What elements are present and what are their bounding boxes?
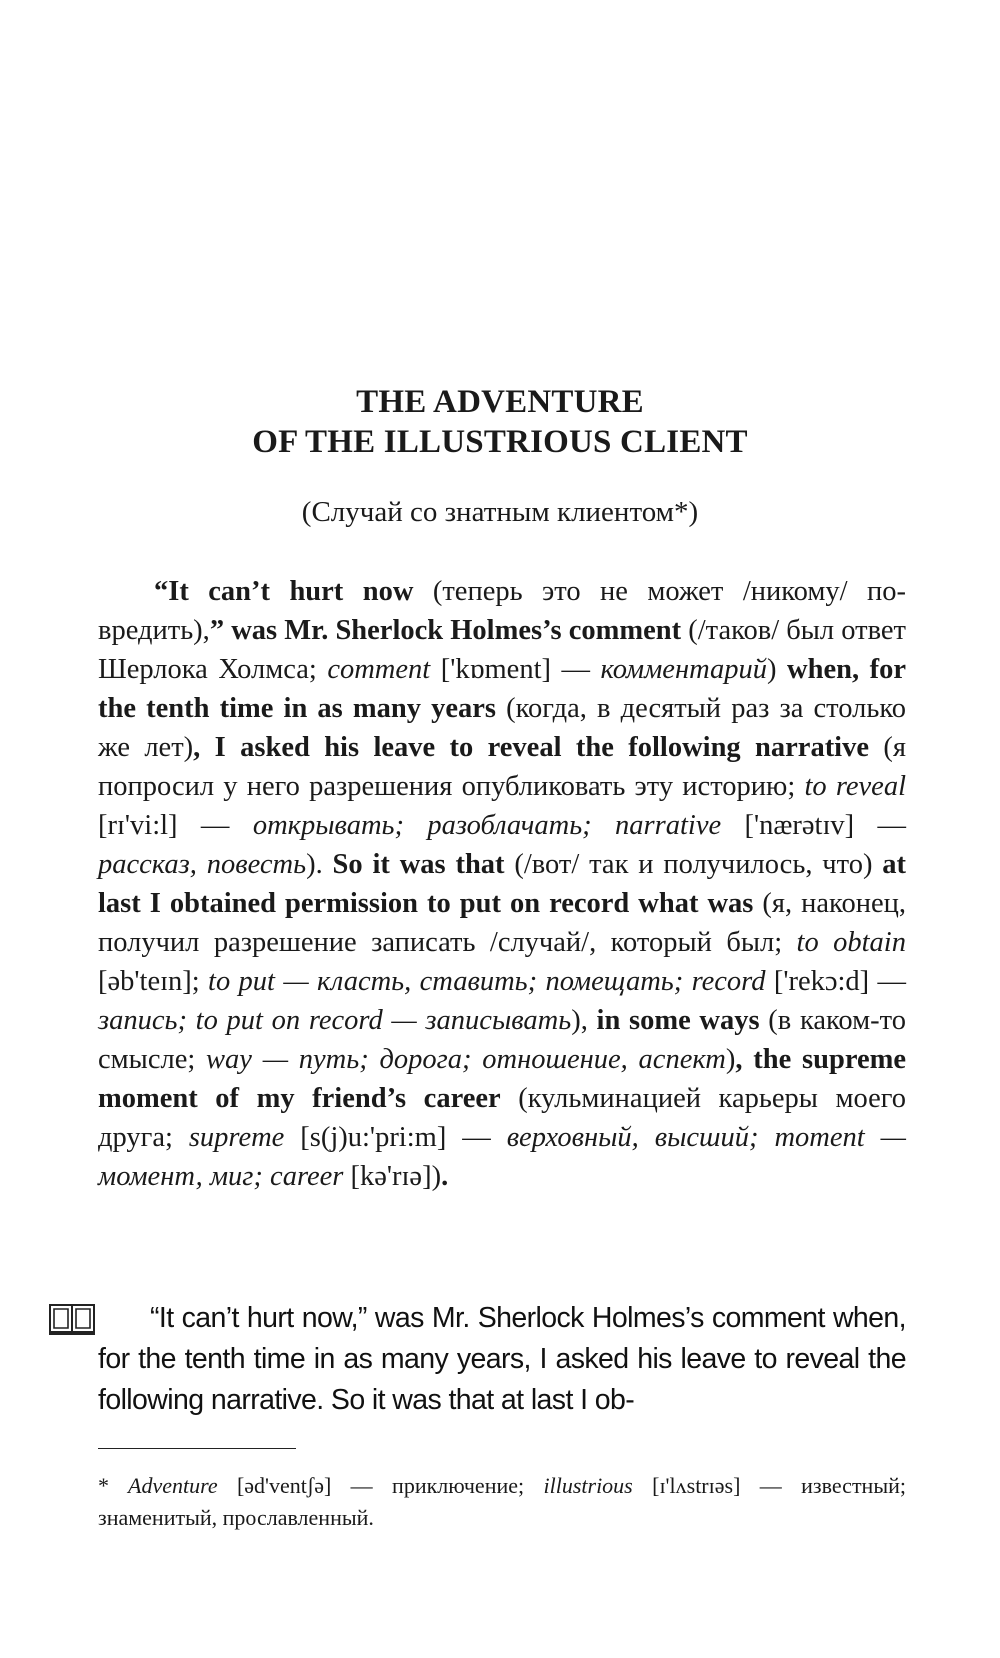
- paragraph-run: ” was Mr. Sherlock Holmes’s comment: [209, 615, 682, 646]
- paragraph-run: верховный, высший; moment — момент, миг; career: [98, 1122, 906, 1192]
- chapter-title: [0, 382, 1000, 462]
- footnote-run: [ɪ'lʌstrɪəs] — известный; знаменитый, прославленный.: [98, 1473, 906, 1530]
- paragraph-run: .: [441, 1161, 449, 1192]
- footnote-text: [98, 1473, 906, 1530]
- open-book-icon: [48, 1302, 96, 1336]
- paragraph-run: (я, наконец, получил разрешение записать /случай/, который был;: [98, 888, 906, 958]
- paragraph-run: ): [767, 654, 788, 685]
- footnote-run: illustrious: [543, 1473, 633, 1498]
- paragraph-run: in some ways: [596, 1005, 760, 1036]
- paragraph-run: So it was that: [332, 849, 505, 880]
- paragraph-run: comment: [327, 654, 431, 685]
- paragraph-run: to put — класть, ставить; помещать; record: [208, 966, 766, 997]
- paragraph-run: (когда, в десятый раз за столько же лет): [98, 693, 906, 763]
- chapter-title-line-1: THE ADVENTURE: [356, 384, 644, 420]
- paragraph-run: (кульминацией карьеры моего друга;: [98, 1083, 906, 1153]
- original-english-text: “It can’t hurt now,” was Mr. Sherlock Holmes’s comment when, for the tenth time in as many years, I asked his leave to reveal the following narrative. So it was that at last I ob-: [98, 1302, 906, 1416]
- footnote-divider: [98, 1448, 296, 1449]
- footnote: [98, 1470, 906, 1534]
- paragraph-run: [kə'rɪə]): [343, 1161, 442, 1192]
- paragraph-run: (/таков/ был ответ Шерлока Холмса;: [98, 615, 906, 685]
- paragraph-run: (теперь это не может /никому/ повредить),: [98, 576, 907, 646]
- footnote-mark: *: [98, 1473, 109, 1498]
- paragraph-run: at last I obtained permission to put on record what was: [98, 849, 907, 919]
- paragraph-run: (я попросил у него разрешения опубликовать эту историю;: [98, 732, 906, 802]
- paragraph-run: , I asked his leave to reveal the following narrative: [193, 732, 870, 763]
- footnote-run: [əd'ventʃə] — приключение;: [217, 1473, 544, 1498]
- paragraph-run: “It can’t hurt now: [154, 576, 414, 607]
- paragraph-run: [əb'teɪn];: [98, 966, 209, 997]
- paragraph-run: way — путь; дорога; отношение, аспект: [206, 1044, 726, 1075]
- paragraph-run: (/вот/ так и получилось, что): [504, 849, 883, 880]
- paragraph-run: to reveal: [804, 771, 906, 802]
- paragraph-run: ).: [306, 849, 333, 880]
- paragraph-run: ): [725, 1044, 736, 1075]
- paragraph-run: , the supreme moment of my friend’s career: [98, 1044, 906, 1114]
- paragraph-run: when, for the tenth time in as many years: [98, 654, 907, 724]
- paragraph-run: ['rekɔ:d] —: [765, 966, 907, 997]
- paragraph-run: [s(j)u:'pri:m] —: [284, 1122, 507, 1153]
- paragraph-run: [rɪ'vi:l] —: [98, 810, 253, 841]
- paragraph-run: ['nærətɪv] —: [721, 810, 907, 841]
- paragraph-run: открывать; разоблачать; narrative: [252, 810, 722, 841]
- paragraph-run: ['kɒment] —: [430, 654, 601, 685]
- paragraph-run: supreme: [188, 1122, 285, 1153]
- annotated-paragraph: [98, 572, 906, 1196]
- paragraph-run: запись; to put on record — записывать: [98, 1005, 572, 1036]
- paragraph-run: рассказ, повесть: [98, 849, 307, 880]
- paragraph-run: to obtain: [796, 927, 906, 958]
- chapter-subtitle: (Случай со знатным клиентом*): [301, 496, 699, 528]
- paragraph-run: (в каком-то смысле;: [98, 1005, 906, 1075]
- paragraph-run: ),: [571, 1005, 597, 1036]
- chapter-title-line-2: OF THE ILLUSTRIOUS CLIENT: [252, 424, 748, 460]
- paragraph-run: комментарий: [600, 654, 768, 685]
- footnote-run: Adventure: [128, 1473, 218, 1498]
